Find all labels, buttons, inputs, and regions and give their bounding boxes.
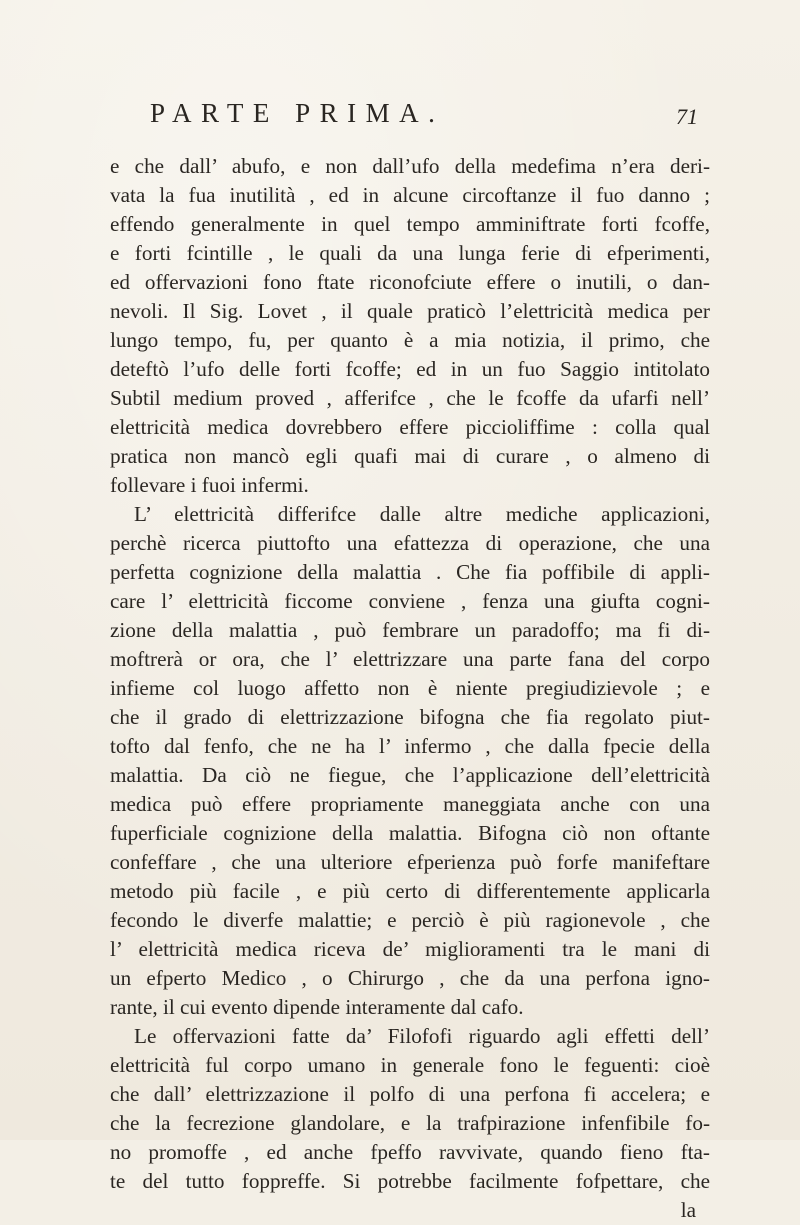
text-line: zione della malattia , può fembrare un paradoffo; ma fi di-	[110, 618, 710, 642]
text-line: perchè ricerca piuttofto una efattezza di operazione, che una	[110, 531, 710, 555]
text-line: metodo più facile , e più certo di differentemente applicarla	[110, 879, 710, 903]
text-line: malattia. Da ciò ne fiegue, che l’applicazione dell’elettricità	[110, 763, 710, 787]
text-line: fecondo le diverfe malattie; e perciò è più ragionevole , che	[110, 908, 710, 932]
text-line: pratica non mancò egli quafi mai di curare , o almeno di	[110, 444, 710, 468]
text-line: che dall’ elettrizzazione il polfo di una perfona fi accelera; e	[110, 1082, 710, 1106]
text-line: follevare i fuoi infermi.	[110, 473, 309, 497]
text-line: Subtil medium proved , afferifce , che le fcoffe da ufarfi nell’	[110, 386, 710, 410]
text-line: moftrerà or ora, che l’ elettrizzare una parte fana del corpo	[110, 647, 710, 671]
text-line: rante, il cui evento dipende interamente dal cafo.	[110, 995, 524, 1019]
catchword: la	[680, 1198, 696, 1222]
text-line: Le offervazioni fatte da’ Filofofi riguardo agli effetti dell’	[134, 1024, 710, 1048]
text-line: fuperficiale cognizione della malattia. Bifogna ciò non oftante	[110, 821, 710, 845]
text-line: che il grado di elettrizzazione bifogna che fia regolato piut-	[110, 705, 710, 729]
text-line: elettricità medica dovrebbero effere piccioliffime : colla qual	[110, 415, 710, 439]
body-text	[110, 152, 710, 1225]
text-line: perfetta cognizione della malattia . Che fia poffibile di appli-	[110, 560, 710, 584]
text-line: ed offervazioni fono ftate riconofciute effere o inutili, o dan-	[110, 270, 710, 294]
text-line: un efperto Medico , o Chirurgo , che da una perfona igno-	[110, 966, 710, 990]
text-line: confeffare , che una ulteriore efperienza può forfe manifeftare	[110, 850, 710, 874]
text-line: l’ elettricità medica riceva de’ miglioramenti tra le mani di	[110, 937, 710, 961]
text-line: te del tutto foppreffe. Si potrebbe facilmente fofpettare, che	[110, 1169, 710, 1193]
running-title: PARTE PRIMA.	[150, 98, 445, 128]
text-line: effendo generalmente in quel tempo amminiftrate forti fcoffe,	[110, 212, 710, 236]
text-line: vata la fua inutilità , ed in alcune circoftanze il fuo danno ;	[110, 183, 710, 207]
text-line: deteftò l’ufo delle forti fcoffe; ed in un fuo Saggio intitolato	[110, 357, 710, 381]
text-line: che la fecrezione glandolare, e la trafpirazione infenfibile fo-	[110, 1111, 710, 1135]
text-line: elettricità ful corpo umano in generale fono le feguenti: cioè	[110, 1053, 710, 1077]
page-number: 71	[676, 104, 698, 129]
text-line: no promoffe , ed anche fpeffo ravvivate, quando fieno fta-	[110, 1140, 710, 1164]
page-header	[150, 96, 698, 136]
text-line: care l’ elettricità ficcome conviene , fenza una giufta cogni-	[110, 589, 710, 613]
text-line: L’ elettricità differifce dalle altre mediche applicazioni,	[134, 502, 710, 526]
text-line: medica può effere propriamente maneggiata anche con una	[110, 792, 710, 816]
text-line: lungo tempo, fu, per quanto è a mia notizia, il primo, che	[110, 328, 710, 352]
text-line: tofto dal fenfo, che ne ha l’ infermo , che dalla fpecie della	[110, 734, 710, 758]
text-line: e forti fcintille , le quali da una lunga ferie di efperimenti,	[110, 241, 710, 265]
text-line: nevoli. Il Sig. Lovet , il quale praticò l’elettricità medica per	[110, 299, 710, 323]
text-line: e che dall’ abufo, e non dall’ufo della medefima n’era deri-	[110, 154, 710, 178]
text-line: infieme col luogo affetto non è niente pregiudizievole ; e	[110, 676, 710, 700]
